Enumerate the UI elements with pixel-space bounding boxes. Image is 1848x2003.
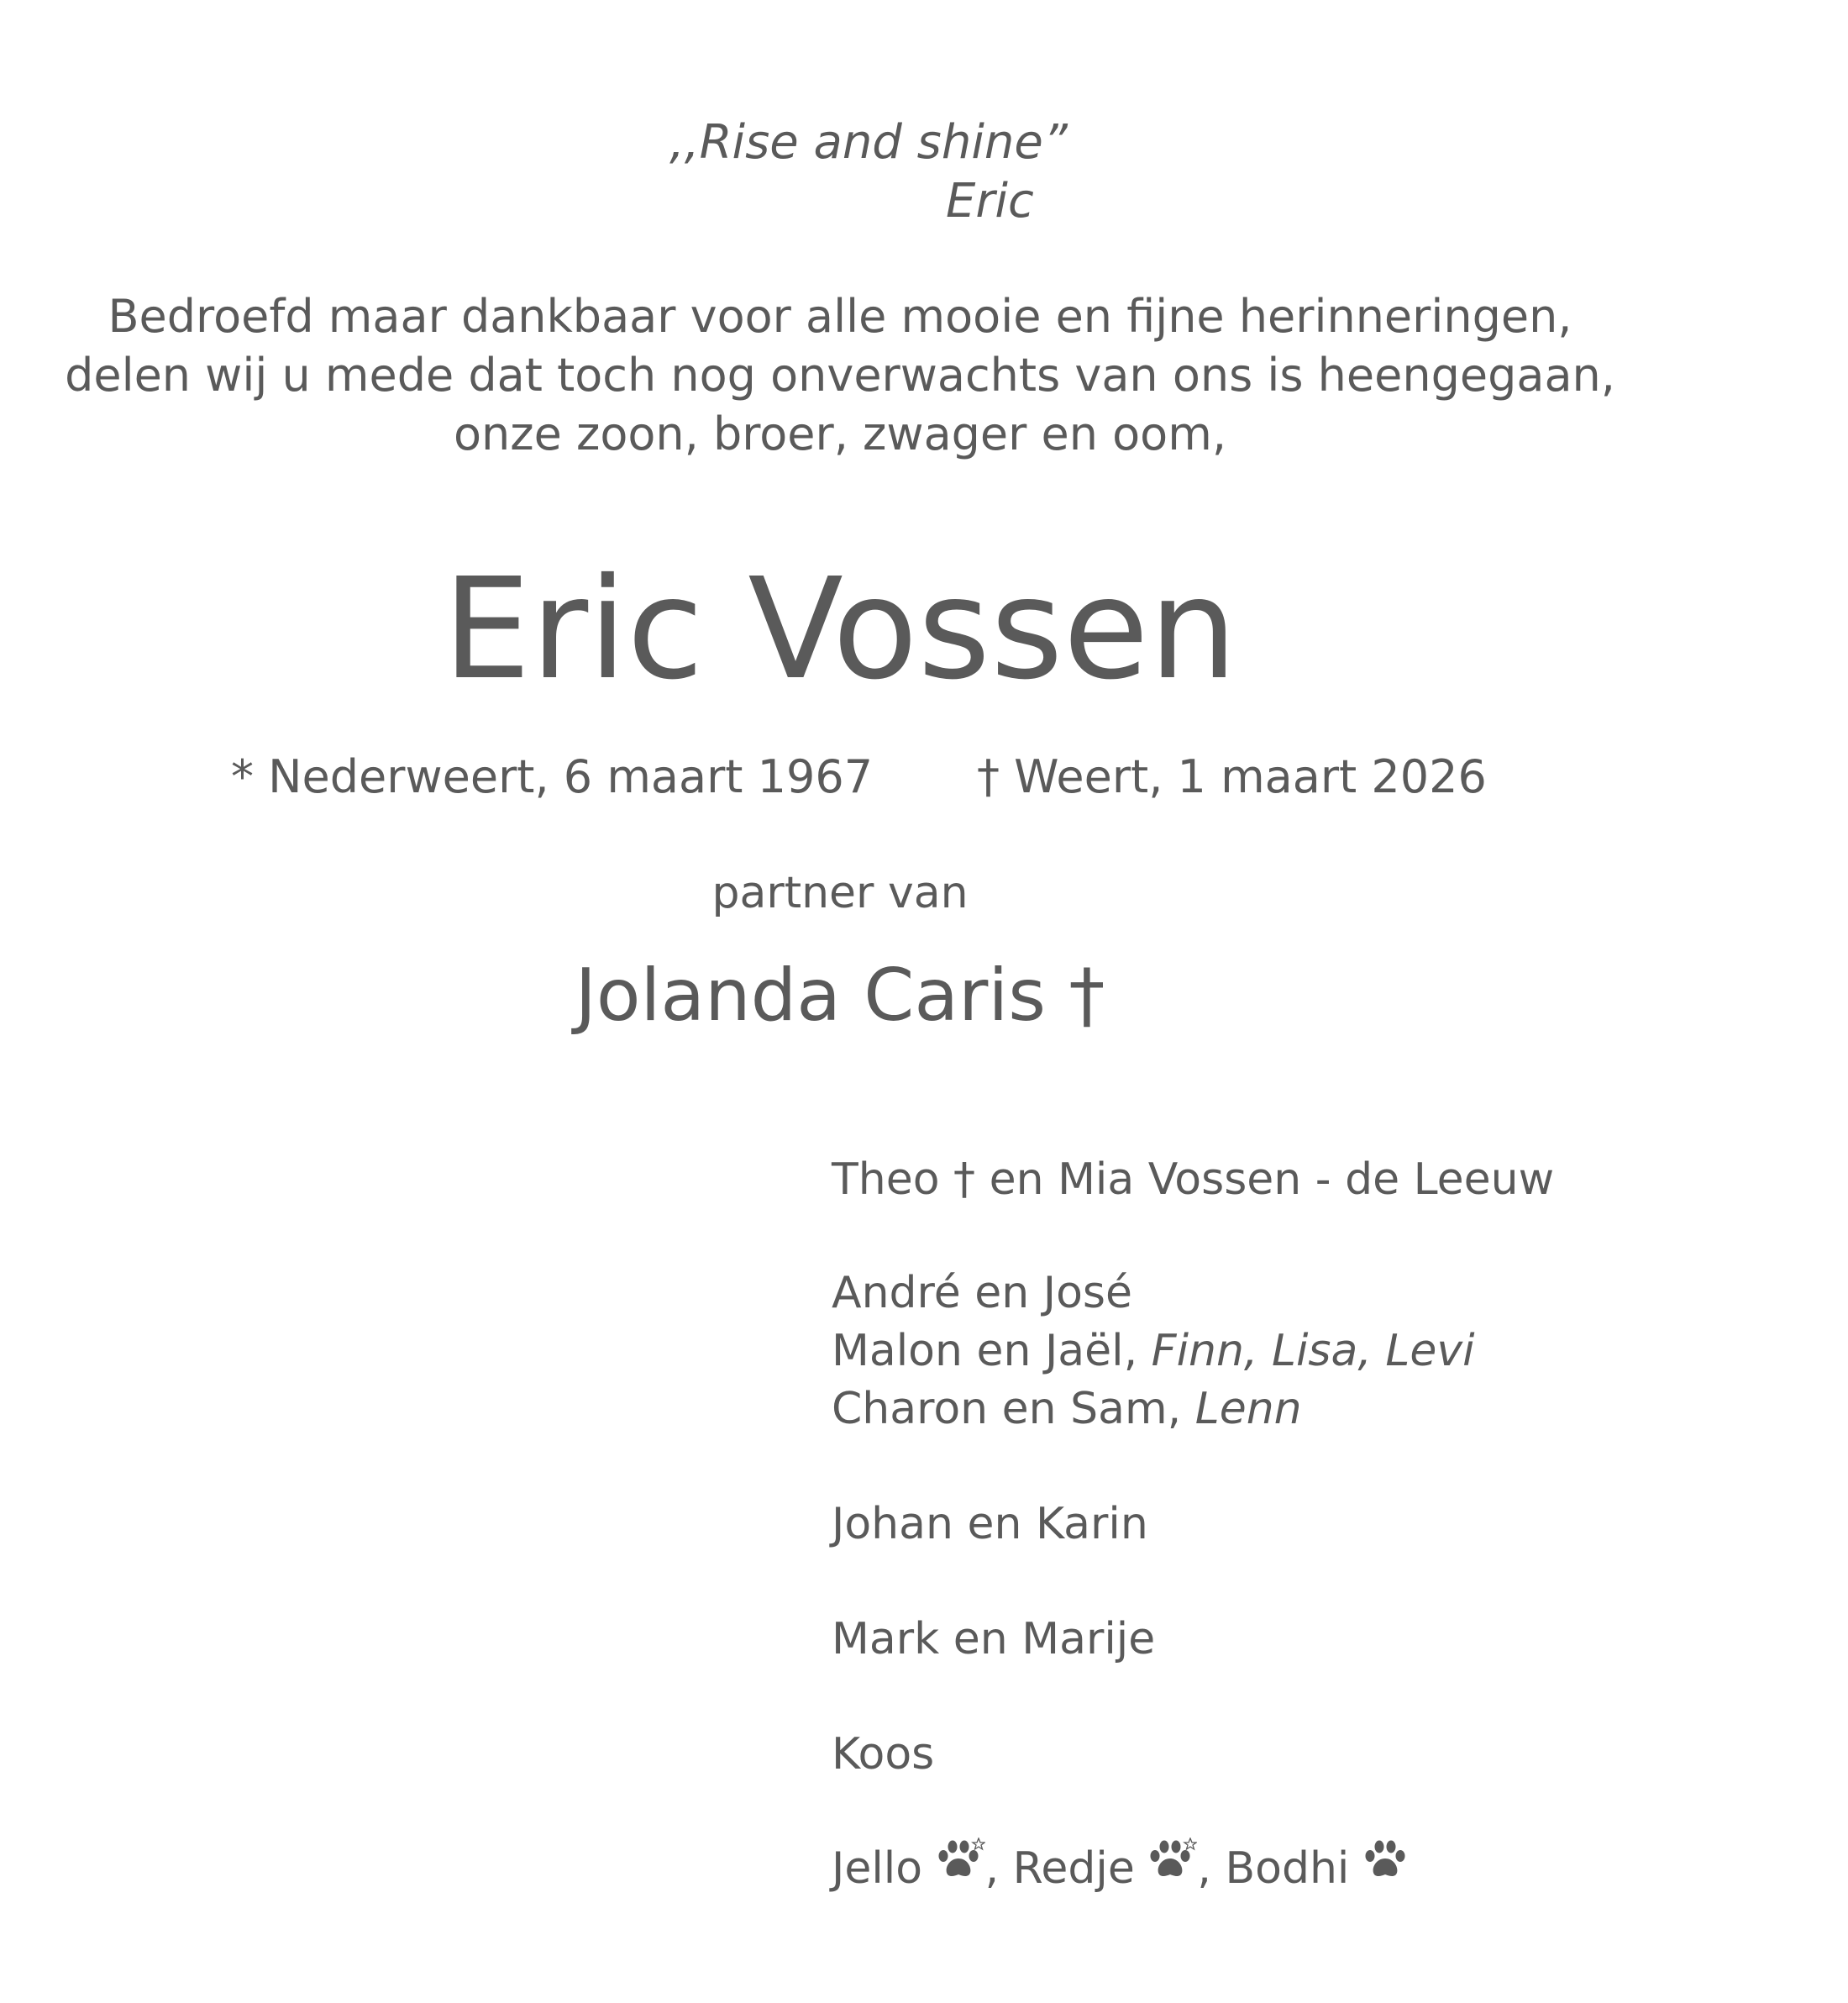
family-charon-children: Lenn	[1194, 1384, 1302, 1434]
family-parents: Theo † en Mia Vossen - de Leeuw	[832, 1154, 1555, 1205]
partner-label: partner van	[711, 868, 969, 918]
star-icon	[973, 1838, 984, 1849]
family-malon-children: Finn, Lisa, Levi	[1151, 1326, 1475, 1376]
family-mark: Mark en Marije	[832, 1614, 1156, 1664]
deceased-name: Eric Vossen	[443, 549, 1237, 711]
intro-line-2: delen wij u mede dat toch nog onverwachts van ons is heengegaan,	[65, 349, 1615, 402]
family-malon-couple: Malon en Jaël,	[832, 1326, 1152, 1376]
partner-name: Jolanda Caris †	[575, 954, 1105, 1038]
pet-redje: , Redje	[984, 1843, 1149, 1894]
paw-print-icon	[1363, 1837, 1407, 1895]
pet-jello: Jello	[832, 1843, 937, 1894]
family-andre: André en José	[832, 1268, 1133, 1318]
family-johan: Johan en Karin	[832, 1499, 1148, 1549]
family-malon	[832, 1322, 1475, 1380]
motto-author: Eric	[946, 174, 1034, 229]
motto-quote: ,,Rise and shine”	[669, 115, 1068, 170]
paw-print-icon	[1148, 1837, 1197, 1895]
paw-print-icon	[937, 1837, 985, 1895]
family-charon	[832, 1380, 1302, 1438]
family-charon-couple: Charon en Sam,	[832, 1384, 1195, 1434]
family-pets	[832, 1840, 1407, 1897]
death-date: † Weert, 1 maart 2026	[977, 750, 1487, 803]
intro-line-1: Bedroefd maar dankbaar voor alle mooie en fijne herinneringen,	[108, 290, 1572, 343]
birth-date: * Nederweert, 6 maart 1967	[231, 750, 874, 803]
star-icon	[1184, 1838, 1196, 1849]
pet-bodhi: , Bodhi	[1197, 1843, 1363, 1894]
intro-line-3: onze zoon, broer, zwager en oom,	[454, 407, 1226, 460]
family-koos: Koos	[832, 1729, 935, 1780]
